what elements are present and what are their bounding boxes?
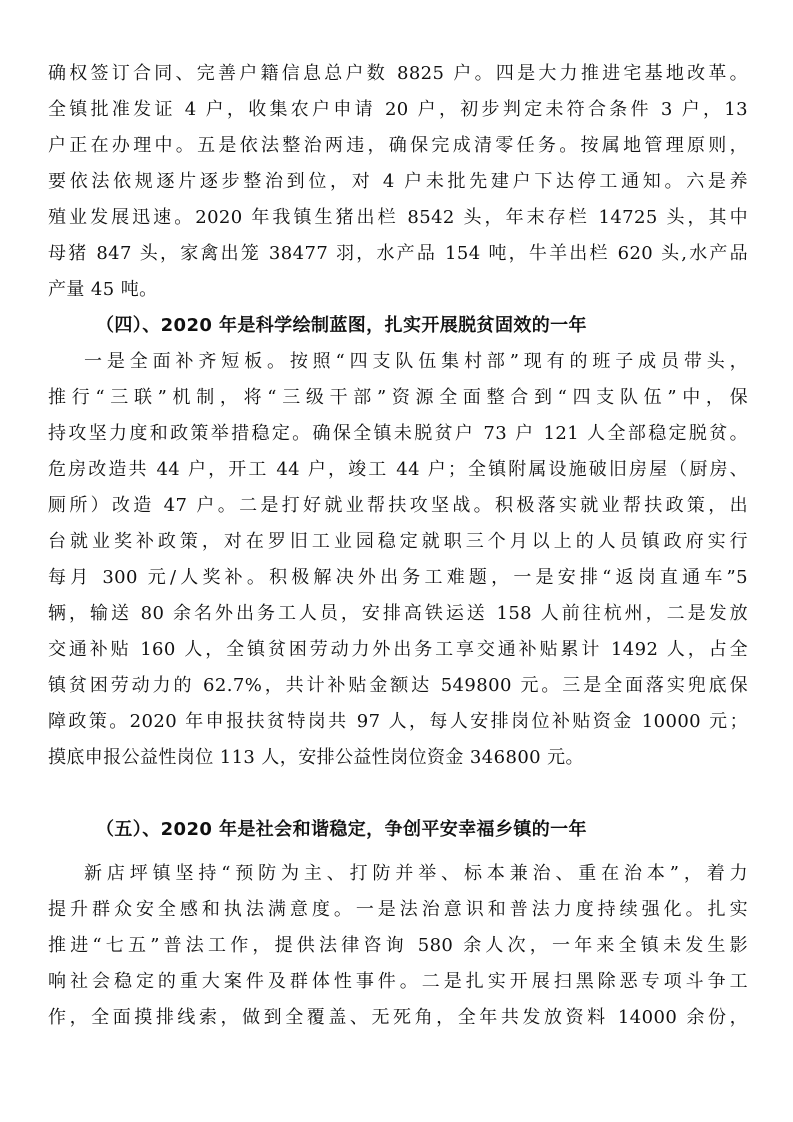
text-line: 摸底申报公益性岗位 113 人，安排公益性岗位资金 346800 元。 — [48, 747, 584, 768]
paragraph-section-3-tail — [48, 56, 748, 308]
text-line: 每月 300 元/人奖补。积极解决外出务工难题，一是安排“返岗直通车”5 — [48, 567, 748, 588]
text-line: 推进“七五”普法工作，提供法律咨询 580 余人次，一年来全镇未发生影 — [48, 935, 748, 956]
text-line: 镇贫困劳动力的 62.7%，共计补贴金额达 549800 元。三是全面落实兜底保 — [48, 675, 748, 696]
text-line: 推行“三联”机制，将“三级干部”资源全面整合到“四支队伍”中，保 — [48, 387, 748, 408]
text-line: 一是全面补齐短板。按照“四支队伍集村部”现有的班子成员带头， — [84, 351, 748, 372]
text-line: 持攻坚力度和政策举措稳定。确保全镇未脱贫户 73 户 121 人全部稳定脱贫。 — [48, 423, 748, 444]
text-line: 户正在办理中。五是依法整治两违，确保完成清零任务。按属地管理原则， — [48, 135, 748, 156]
text-line: 母猪 847 头，家禽出笼 38477 羽，水产品 154 吨，牛羊出栏 620 头,水产品 — [48, 243, 748, 264]
text-line: 要依法依规逐片逐步整治到位，对 4 户未批先建户下达停工通知。六是养 — [48, 171, 748, 192]
section-heading-4: （四）、2020 年是科学绘制蓝图，扎实开展脱贫固效的一年 — [96, 315, 587, 336]
text-line: 台就业奖补政策，对在罗旧工业园稳定就职三个月以上的人员镇政府实行 — [48, 531, 748, 552]
text-line: 新店坪镇坚持“预防为主、打防并举、标本兼治、重在治本”，着力 — [84, 863, 748, 884]
text-line: 确权签订合同、完善户籍信息总户数 8825 户。四是大力推进宅基地改革。 — [48, 63, 748, 84]
text-line: 障政策。2020 年申报扶贫特岗共 97 人，每人安排岗位补贴资金 10000 元； — [48, 711, 748, 732]
section-heading-4-wrap — [48, 308, 748, 344]
text-line: 响社会稳定的重大案件及群体性事件。二是扎实开展扫黑除恶专项斗争工 — [48, 971, 748, 992]
section-heading-5-wrap — [48, 812, 748, 848]
paragraph-section-5 — [48, 856, 748, 1036]
paragraph-section-4 — [48, 344, 748, 776]
text-line: 产量 45 吨。 — [48, 279, 158, 300]
section-heading-5: （五）、2020 年是社会和谐稳定，争创平安幸福乡镇的一年 — [96, 819, 587, 840]
text-line: 厕所）改造 47 户。二是打好就业帮扶攻坚战。积极落实就业帮扶政策，出 — [48, 495, 748, 516]
text-line: 全镇批准发证 4 户，收集农户申请 20 户，初步判定未符合条件 3 户，13 — [48, 99, 748, 120]
text-line: 辆，输送 80 余名外出务工人员，安排高铁运送 158 人前往杭州，二是发放 — [48, 603, 748, 624]
text-line: 殖业发展迅速。2020 年我镇生猪出栏 8542 头，年末存栏 14725 头，其中 — [48, 207, 748, 228]
text-line: 危房改造共 44 户，开工 44 户，竣工 44 户；全镇附属设施破旧房屋（厨房、 — [48, 459, 748, 480]
text-line: 作，全面摸排线索，做到全覆盖、无死角，全年共发放资料 14000 余份， — [48, 1007, 748, 1028]
text-line: 交通补贴 160 人，全镇贫困劳动力外出务工享交通补贴累计 1492 人，占全 — [48, 639, 748, 660]
text-line: 提升群众安全感和执法满意度。一是法治意识和普法力度持续强化。扎实 — [48, 899, 748, 920]
